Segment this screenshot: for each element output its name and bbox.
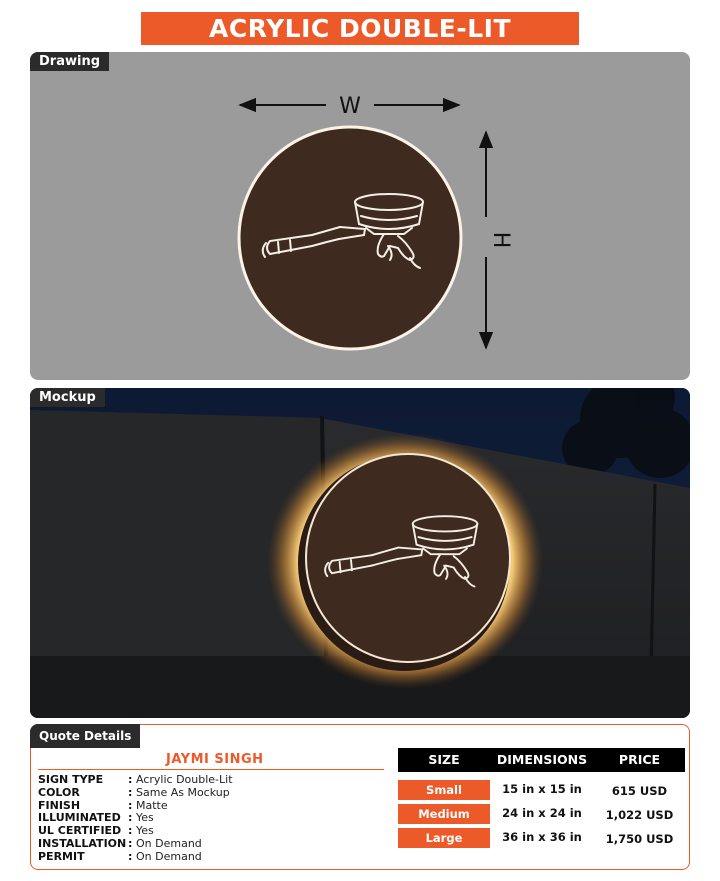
- spec-key: ILLUMINATED: [38, 811, 121, 825]
- spec-value: Yes: [136, 824, 154, 838]
- spec-key: COLOR: [38, 785, 80, 799]
- drawing-canvas: [30, 52, 690, 380]
- spec-row: [38, 851, 233, 864]
- price-row-small: [398, 780, 685, 800]
- spec-key: FINISH: [38, 798, 81, 812]
- spec-colon: :: [128, 849, 133, 863]
- mockup-canvas: [30, 388, 690, 718]
- spec-key: SIGN TYPE: [38, 773, 104, 786]
- size-small-button[interactable]: Small: [398, 780, 490, 800]
- mockup-panel: [30, 388, 690, 718]
- spec-value: Matte: [136, 798, 168, 812]
- size-header: SIZE: [428, 752, 460, 767]
- price-cell: 615 USD: [611, 784, 668, 798]
- spec-value: On Demand: [136, 836, 202, 850]
- spec-colon: :: [128, 811, 133, 825]
- spec-colon: :: [128, 798, 133, 812]
- price-table-header: [398, 748, 685, 772]
- price-row-medium: [398, 804, 685, 824]
- customer-name: JAYMI SINGH: [166, 752, 264, 767]
- dimensions-cell: 24 in x 24 in: [502, 806, 582, 820]
- spec-colon: :: [128, 836, 133, 850]
- mockup-label: Mockup: [30, 388, 105, 407]
- spec-key: PERMIT: [38, 849, 85, 863]
- spec-colon: :: [128, 824, 133, 838]
- width-label: W: [339, 94, 361, 119]
- spec-key: INSTALLATION: [38, 836, 127, 850]
- dimensions-cell: 15 in x 15 in: [502, 782, 582, 796]
- quote-details-label: Quote Details: [30, 724, 140, 748]
- dimensions-header: DIMENSIONS: [496, 752, 588, 767]
- size-large-button[interactable]: Large: [398, 828, 490, 848]
- spec-value: Acrylic Double-Lit: [136, 773, 233, 786]
- size-medium-button[interactable]: Medium: [398, 804, 490, 824]
- dimensions-cell: 36 in x 36 in: [502, 830, 582, 844]
- spec-value: On Demand: [136, 849, 202, 863]
- spec-colon: :: [128, 773, 133, 786]
- price-cell: 1,750 USD: [605, 832, 674, 846]
- spec-value: Same As Mockup: [136, 785, 230, 799]
- spec-value: Yes: [136, 811, 154, 825]
- spec-colon: :: [128, 785, 133, 799]
- drawing-label: Drawing: [30, 52, 109, 71]
- price-cell: 1,022 USD: [605, 808, 674, 822]
- price-row-large: [398, 828, 685, 848]
- spec-list: [38, 774, 233, 864]
- height-label: H: [488, 231, 513, 249]
- page-title: ACRYLIC DOUBLE-LIT: [141, 12, 579, 45]
- drawing-panel: [30, 52, 690, 380]
- quote-details: [30, 724, 690, 870]
- price-header: PRICE: [618, 752, 661, 767]
- spec-key: UL CERTIFIED: [38, 824, 122, 838]
- name-divider: [38, 769, 384, 770]
